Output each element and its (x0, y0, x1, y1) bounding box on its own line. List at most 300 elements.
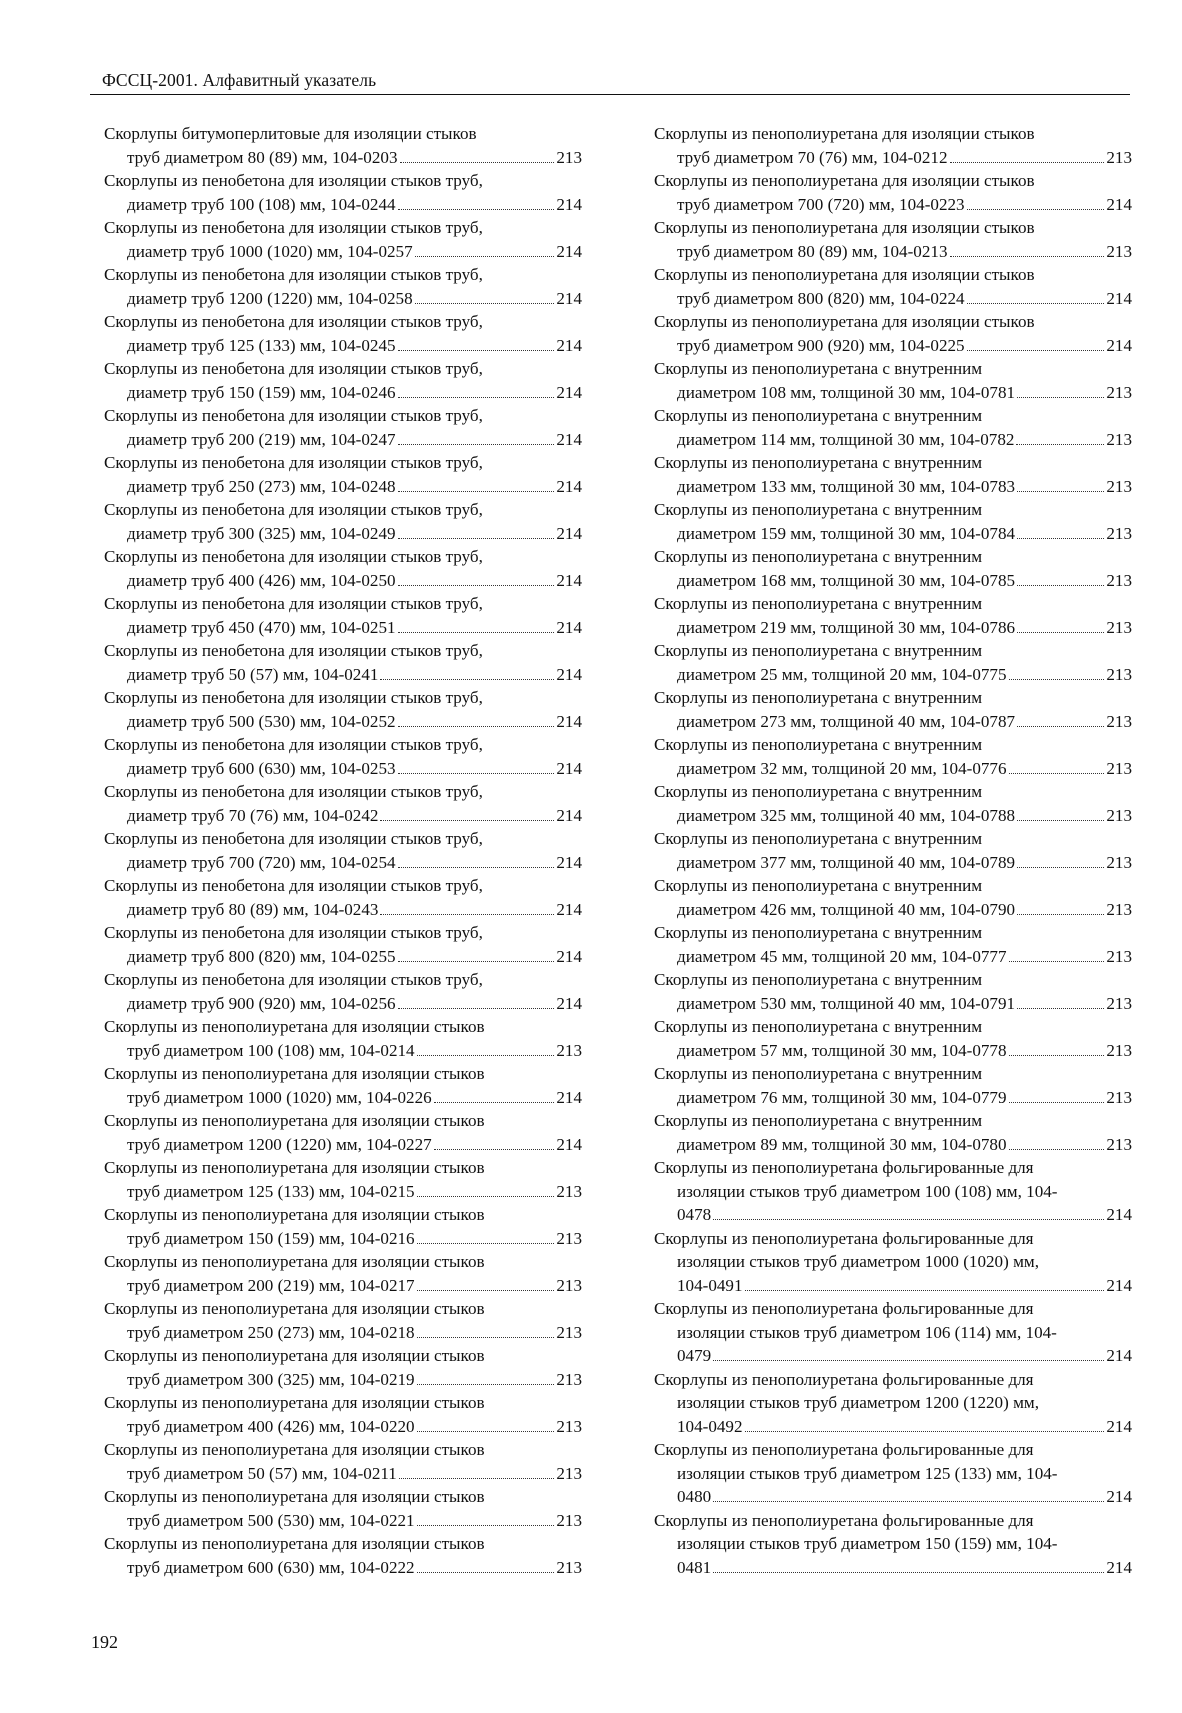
dot-leader (398, 491, 555, 492)
dot-leader (380, 679, 554, 680)
index-entry-page: 214 (1106, 1557, 1132, 1577)
index-entry-text: диаметром 114 мм, толщиной 30 мм, 104-0782 (677, 429, 1015, 449)
index-entry-continuation (654, 1250, 1132, 1274)
index-entry-text: диаметр труб 400 (426) мм, 104-0250 (127, 570, 396, 590)
index-entry-text: 104-0491 (677, 1275, 743, 1295)
index-entry-continuation (104, 1415, 582, 1439)
index-entry (654, 1438, 1132, 1509)
index-entry-text: диаметр труб 80 (89) мм, 104-0243 (127, 899, 379, 919)
index-entry-heading: Скорлупы из пенобетона для изоляции стыков труб, (104, 594, 483, 613)
index-entry-text: изоляции стыков труб диаметром 1200 (1220) мм, (677, 1393, 1039, 1412)
index-entry-text: диаметром 45 мм, толщиной 20 мм, 104-0777 (677, 946, 1007, 966)
dot-leader (950, 256, 1105, 257)
index-entry-continuation (654, 1462, 1132, 1486)
index-entry-heading: Скорлупы из пенополиуретана с внутренним (654, 829, 983, 848)
index-entry (104, 216, 582, 263)
index-entry-page: 213 (1106, 899, 1132, 919)
index-entry-text: диаметр труб 200 (219) мм, 104-0247 (127, 429, 396, 449)
index-entry-heading: Скорлупы битумоперлитовые для изоляции стыков (104, 124, 477, 143)
index-entry-text: изоляции стыков труб диаметром 150 (159) мм, 104- (677, 1534, 1058, 1553)
dot-leader (1016, 444, 1104, 445)
index-entry-continuation (104, 804, 582, 828)
index-entry-continuation (654, 569, 1132, 593)
index-entry-text: труб диаметром 200 (219) мм, 104-0217 (127, 1275, 415, 1295)
index-entry-heading: Скорлупы из пенобетона для изоляции стыков труб, (104, 312, 483, 331)
index-entry-continuation (654, 1039, 1132, 1063)
index-entry-heading: Скорлупы из пенополиуретана с внутренним (654, 406, 983, 425)
index-entry (104, 1297, 582, 1344)
index-entry-page: 213 (556, 1228, 582, 1248)
index-entry-continuation (654, 804, 1132, 828)
index-entry (104, 733, 582, 780)
index-entry-continuation (104, 945, 582, 969)
index-entry-heading: Скорлупы из пенополиуретана для изоляции стыков (104, 1299, 485, 1318)
dot-leader (398, 726, 555, 727)
index-entry-continuation (104, 381, 582, 405)
index-entry-continuation (654, 757, 1132, 781)
dot-leader (417, 1243, 555, 1244)
dot-leader (380, 820, 554, 821)
index-entry-page: 214 (1106, 194, 1132, 214)
index-entry-page: 213 (1106, 993, 1132, 1013)
index-entry-page: 213 (556, 1369, 582, 1389)
index-entry-heading: Скорлупы из пенобетона для изоляции стыков труб, (104, 500, 483, 519)
index-entry-continuation (654, 1344, 1132, 1368)
index-entry (654, 263, 1132, 310)
index-entry-text: труб диаметром 500 (530) мм, 104-0221 (127, 1510, 415, 1530)
index-entry-text: изоляции стыков труб диаметром 1000 (1020) мм, (677, 1252, 1039, 1271)
dot-leader (398, 961, 555, 962)
index-entry-text: диаметр труб 900 (920) мм, 104-0256 (127, 993, 396, 1013)
index-entry (654, 1227, 1132, 1298)
index-entry (104, 1344, 582, 1391)
index-entry-continuation (104, 522, 582, 546)
index-entry (654, 1156, 1132, 1227)
index-entry-heading: Скорлупы из пенополиуретана фольгированные для (654, 1510, 1034, 1530)
index-entry-text: труб диаметром 80 (89) мм, 104-0213 (677, 241, 948, 261)
index-entry-heading: Скорлупы из пенополиуретана для изоляции стыков (654, 124, 1035, 143)
index-entry-continuation (104, 287, 582, 311)
index-entry-page: 213 (556, 1275, 582, 1295)
index-entry-continuation (654, 663, 1132, 687)
index-entry (104, 545, 582, 592)
index-entry-continuation (654, 851, 1132, 875)
index-entry-continuation (654, 334, 1132, 358)
index-entry-continuation (654, 1391, 1132, 1415)
index-entry-continuation (104, 851, 582, 875)
index-entry-text: диаметр труб 250 (273) мм, 104-0248 (127, 476, 396, 496)
index-entry-heading: Скорлупы из пенополиуретана с внутренним (654, 735, 983, 754)
index-entry-continuation (104, 992, 582, 1016)
dot-leader (417, 1055, 555, 1056)
dot-leader (417, 1572, 555, 1573)
index-entry-page: 213 (1106, 382, 1132, 402)
dot-leader (1017, 632, 1104, 633)
index-entry-heading: Скорлупы из пенополиуретана с внутренним (654, 359, 983, 378)
dot-leader (1017, 726, 1104, 727)
index-entry-continuation (654, 710, 1132, 734)
dot-leader (417, 1431, 555, 1432)
dot-leader (713, 1360, 1104, 1361)
index-entry (104, 1438, 582, 1485)
dot-leader (1017, 1008, 1104, 1009)
index-entry-page: 214 (556, 429, 582, 449)
index-entry-continuation (104, 1086, 582, 1110)
index-entry-text: диаметром 273 мм, толщиной 40 мм, 104-0787 (677, 711, 1016, 731)
dot-leader (400, 162, 555, 163)
index-entry-text: диаметр труб 800 (820) мм, 104-0255 (127, 946, 396, 966)
index-entry-text: диаметром 89 мм, толщиной 30 мм, 104-0780 (677, 1134, 1007, 1154)
index-entry-page: 214 (556, 194, 582, 214)
index-entry-page: 213 (556, 1181, 582, 1201)
index-entry-heading: Скорлупы из пенополиуретана для изоляции стыков (654, 312, 1035, 331)
index-entry-continuation (104, 1462, 582, 1486)
index-entry (104, 1062, 582, 1109)
index-entry-text: труб диаметром 300 (325) мм, 104-0219 (127, 1369, 415, 1389)
index-entry-continuation (654, 287, 1132, 311)
index-entry-text: изоляции стыков труб диаметром 106 (114) мм, 104- (677, 1322, 1057, 1342)
index-entry-page: 213 (1106, 570, 1132, 590)
index-entry-heading: Скорлупы из пенобетона для изоляции стыков труб, (104, 829, 483, 848)
dot-leader (380, 914, 554, 915)
index-entry-page: 214 (556, 852, 582, 872)
index-entry-text: диаметром 133 мм, толщиной 30 мм, 104-0783 (677, 476, 1016, 496)
index-entry-continuation (654, 898, 1132, 922)
index-entry-continuation (104, 1509, 582, 1533)
dot-leader (415, 256, 555, 257)
index-entry-page: 214 (556, 382, 582, 402)
index-entry-text: изоляции стыков труб диаметром 100 (108) мм, 104- (677, 1181, 1058, 1201)
index-entry-page: 214 (556, 335, 582, 355)
index-entry-heading: Скорлупы из пенополиуретана для изоляции стыков (104, 1440, 485, 1459)
dot-leader (1017, 538, 1104, 539)
index-entry (654, 968, 1132, 1015)
index-entry-continuation (654, 381, 1132, 405)
index-entry-page: 213 (556, 147, 582, 167)
index-entry-text: труб диаметром 700 (720) мм, 104-0223 (677, 194, 965, 214)
index-entry-text: труб диаметром 80 (89) мм, 104-0203 (127, 147, 398, 167)
index-entry-continuation (104, 334, 582, 358)
dot-leader (1009, 1102, 1105, 1103)
index-entry-continuation (654, 1556, 1132, 1580)
index-entry (104, 1250, 582, 1297)
index-entry-heading: Скорлупы из пенобетона для изоляции стыков труб, (104, 218, 483, 237)
index-entry (654, 310, 1132, 357)
index-entry-continuation (104, 569, 582, 593)
dot-leader (1009, 1055, 1105, 1056)
index-entry-text: 0479 (677, 1346, 712, 1365)
index-entry-text: диаметр труб 300 (325) мм, 104-0249 (127, 523, 396, 543)
index-entry-page: 213 (556, 1463, 582, 1483)
index-entry-text: труб диаметром 800 (820) мм, 104-0224 (677, 288, 965, 308)
index-entry-page: 214 (1106, 288, 1132, 308)
index-entry (104, 921, 582, 968)
index-entry-continuation (654, 428, 1132, 452)
index-entry-heading: Скорлупы из пенобетона для изоляции стыков труб, (104, 735, 483, 754)
index-entry-text: диаметром 426 мм, толщиной 40 мм, 104-0790 (677, 899, 1016, 919)
index-entry-continuation (654, 146, 1132, 170)
index-entry-text: труб диаметром 100 (108) мм, 104-0214 (127, 1040, 415, 1060)
index-entry-heading: Скорлупы из пенополиуретана для изоляции стыков (104, 1346, 485, 1365)
index-entry-continuation (104, 663, 582, 687)
index-entry-heading: Скорлупы из пенобетона для изоляции стыков труб, (104, 876, 483, 895)
index-entry-continuation (104, 1039, 582, 1063)
index-entry-page: 214 (556, 711, 582, 731)
index-entry (654, 686, 1132, 733)
index-entry-continuation (654, 992, 1132, 1016)
index-entry-text: диаметром 57 мм, толщиной 30 мм, 104-0778 (677, 1040, 1007, 1060)
dot-leader (950, 162, 1105, 163)
index-entry-page: 214 (556, 1087, 582, 1107)
index-entry-page: 214 (1106, 1275, 1132, 1295)
index-entry-heading: Скорлупы из пенобетона для изоляции стыков труб, (104, 359, 483, 378)
index-entry (654, 357, 1132, 404)
index-entry-page: 213 (1106, 1087, 1132, 1107)
index-entry-heading: Скорлупы из пенополиуретана с внутренним (654, 547, 983, 566)
index-entry-heading: Скорлупы из пенополиуретана для изоляции стыков (104, 1393, 485, 1412)
index-entry-page: 214 (1106, 1346, 1132, 1365)
index-entry-heading: Скорлупы из пенополиуретана для изоляции стыков (654, 265, 1035, 284)
index-entry-continuation (104, 1274, 582, 1298)
index-entry-heading: Скорлупы из пенополиуретана для изоляции стыков (654, 218, 1035, 237)
index-entry-text: диаметром 325 мм, толщиной 40 мм, 104-0788 (677, 805, 1016, 825)
index-entry-heading: Скорлупы из пенополиуретана для изоляции стыков (104, 1487, 485, 1506)
index-entry-heading: Скорлупы из пенополиуретана для изоляции стыков (104, 1205, 485, 1224)
index-entry-text: диаметр труб 500 (530) мм, 104-0252 (127, 711, 396, 731)
dot-leader (398, 585, 555, 586)
index-entry-page: 213 (1106, 946, 1132, 966)
index-entry-heading: Скорлупы из пенополиуретана для изоляции стыков (104, 1252, 485, 1271)
index-entry (104, 592, 582, 639)
index-entry-heading: Скорлупы из пенополиуретана с внутренним (654, 923, 983, 942)
index-entry-heading: Скорлупы из пенополиуретана для изоляции стыков (104, 1064, 485, 1083)
dot-leader (398, 773, 555, 774)
index-entry-text: труб диаметром 250 (273) мм, 104-0218 (127, 1322, 415, 1342)
index-entry-page: 213 (1106, 805, 1132, 825)
index-entry-page: 213 (556, 1416, 582, 1436)
index-entry-heading: Скорлупы из пенополиуретана с внутренним (654, 594, 983, 613)
index-entry-text: диаметром 219 мм, толщиной 30 мм, 104-0786 (677, 617, 1016, 637)
index-entry-heading: Скорлупы из пенобетона для изоляции стыков труб, (104, 688, 483, 707)
index-entry (104, 1109, 582, 1156)
dot-leader (398, 397, 555, 398)
page-number: 192 (91, 1632, 118, 1652)
index-entry-continuation (654, 1532, 1132, 1556)
index-entry-continuation (104, 1556, 582, 1580)
index-entry-text: диаметром 159 мм, толщиной 30 мм, 104-0784 (677, 523, 1016, 543)
index-entry-continuation (104, 1227, 582, 1251)
index-entry-text: труб диаметром 900 (920) мм, 104-0225 (677, 335, 965, 355)
index-entry-page: 214 (1106, 1205, 1132, 1224)
index-entry-page: 213 (556, 1510, 582, 1530)
index-entry (654, 1368, 1132, 1439)
index-entry-text: диаметр труб 700 (720) мм, 104-0254 (127, 852, 396, 872)
dot-leader (1017, 397, 1104, 398)
dot-leader (415, 303, 555, 304)
index-entry (654, 498, 1132, 545)
dot-leader (1009, 1149, 1105, 1150)
index-entry-page: 214 (556, 946, 582, 966)
index-entry (104, 874, 582, 921)
index-entry-heading: Скорлупы из пенобетона для изоляции стыков труб, (104, 547, 483, 566)
index-entry-page: 214 (556, 993, 582, 1013)
dot-leader (1017, 867, 1104, 868)
index-entry (654, 1062, 1132, 1109)
index-entry (104, 1485, 582, 1532)
index-entry-text: труб диаметром 150 (159) мм, 104-0216 (127, 1228, 415, 1248)
index-entry-page: 214 (556, 523, 582, 543)
index-entry-heading: Скорлупы из пенобетона для изоляции стыков труб, (104, 782, 483, 801)
index-entry-text: 0481 (677, 1557, 712, 1577)
index-entry-text: труб диаметром 1200 (1220) мм, 104-0227 (127, 1134, 432, 1154)
index-column-left (104, 122, 582, 1579)
index-entry-text: диаметром 76 мм, толщиной 30 мм, 104-0779 (677, 1087, 1007, 1107)
index-entry (654, 545, 1132, 592)
index-entry-heading: Скорлупы из пенополиуретана для изоляции стыков (654, 171, 1035, 190)
index-entry (104, 451, 582, 498)
dot-leader (398, 867, 555, 868)
index-entry-heading: Скорлупы из пенополиуретана фольгированные для (654, 1228, 1034, 1248)
index-entry-page: 214 (556, 1134, 582, 1154)
index-entry (104, 498, 582, 545)
index-entry-continuation (654, 1133, 1132, 1157)
index-entry-page: 213 (1106, 617, 1132, 637)
dot-leader (398, 1008, 555, 1009)
index-entry-text: диаметр труб 125 (133) мм, 104-0245 (127, 335, 396, 355)
index-entry (104, 404, 582, 451)
index-entry (654, 404, 1132, 451)
index-entry-heading: Скорлупы из пенополиуретана для изоляции стыков (104, 1158, 485, 1177)
index-entry (654, 592, 1132, 639)
dot-leader (398, 632, 555, 633)
index-entry-continuation (104, 428, 582, 452)
index-entry (654, 1509, 1132, 1580)
index-entry (104, 310, 582, 357)
index-entry-text: диаметр труб 70 (76) мм, 104-0242 (127, 805, 379, 825)
index-entry (654, 780, 1132, 827)
index-entry-text: труб диаметром 50 (57) мм, 104-0211 (127, 1463, 397, 1483)
index-entry-heading: Скорлупы из пенополиуретана с внутренним (654, 1017, 983, 1036)
dot-leader (417, 1196, 555, 1197)
index-entry-text: труб диаметром 400 (426) мм, 104-0220 (127, 1416, 415, 1436)
index-entry-text: 0478 (677, 1205, 712, 1224)
index-entry-page: 214 (556, 899, 582, 919)
dot-leader (1009, 961, 1105, 962)
index-entry (104, 357, 582, 404)
index-entry-text: труб диаметром 1000 (1020) мм, 104-0226 (127, 1087, 432, 1107)
index-entry-text: диаметр труб 450 (470) мм, 104-0251 (127, 617, 396, 637)
index-entry-continuation (654, 1415, 1132, 1439)
index-entry-page: 213 (1106, 711, 1132, 731)
index-entry-heading: Скорлупы из пенополиуретана с внутренним (654, 641, 983, 660)
index-entry-heading: Скорлупы из пенополиуретана с внутренним (654, 970, 983, 989)
index-entry-continuation (104, 1133, 582, 1157)
index-entry-heading: Скорлупы из пенополиуретана фольгированные для (654, 1440, 1034, 1459)
index-entry-text: диаметр труб 50 (57) мм, 104-0241 (127, 664, 379, 684)
index-entry (104, 263, 582, 310)
dot-leader (398, 350, 555, 351)
index-entry-page: 213 (1106, 241, 1132, 261)
index-entry-continuation (654, 1321, 1132, 1345)
index-entry-continuation (104, 616, 582, 640)
index-entry-heading: Скорлупы из пенополиуретана для изоляции стыков (104, 1534, 485, 1553)
index-entry-continuation (104, 1180, 582, 1204)
index-entry-continuation (654, 1086, 1132, 1110)
index-entry-heading: Скорлупы из пенобетона для изоляции стыков труб, (104, 641, 483, 660)
dot-leader (1009, 679, 1105, 680)
index-entry-page: 213 (1106, 429, 1132, 449)
dot-leader (1017, 820, 1104, 821)
index-entry-page: 213 (1106, 523, 1132, 543)
index-entry-heading: Скорлупы из пенополиуретана с внутренним (654, 876, 983, 895)
index-entry-text: диаметр труб 150 (159) мм, 104-0246 (127, 382, 396, 402)
index-entry (104, 1532, 582, 1579)
index-entry-continuation (104, 240, 582, 264)
page-header (90, 68, 1130, 95)
index-entry (654, 1015, 1132, 1062)
index-entry-continuation (104, 710, 582, 734)
index-entry-text: диаметр труб 1200 (1220) мм, 104-0258 (127, 288, 413, 308)
index-entry-page: 213 (1106, 1134, 1132, 1154)
index-entry-page: 214 (556, 476, 582, 496)
index-entry-heading: Скорлупы из пенобетона для изоляции стыков труб, (104, 970, 483, 989)
index-entry-text: 104-0492 (677, 1416, 743, 1436)
index-entry-page: 213 (1106, 476, 1132, 496)
index-entry-text: труб диаметром 600 (630) мм, 104-0222 (127, 1557, 415, 1577)
dot-leader (745, 1290, 1105, 1291)
index-entry (654, 827, 1132, 874)
dot-leader (967, 209, 1105, 210)
index-entry (104, 968, 582, 1015)
dot-leader (399, 1478, 555, 1479)
index-entry-page: 213 (556, 1557, 582, 1577)
index-entry-page: 214 (1106, 335, 1132, 355)
dot-leader (967, 303, 1105, 304)
index-entry (654, 639, 1132, 686)
index-entry-text: труб диаметром 70 (76) мм, 104-0212 (677, 147, 948, 167)
index-entry-page: 213 (1106, 852, 1132, 872)
index-entry-text: диаметром 108 мм, толщиной 30 мм, 104-0781 (677, 382, 1016, 402)
index-entry-text: изоляции стыков труб диаметром 125 (133) мм, 104- (677, 1463, 1058, 1483)
dot-leader (434, 1149, 555, 1150)
index-entry-heading: Скорлупы из пенобетона для изоляции стыков труб, (104, 923, 483, 942)
index-entry-heading: Скорлупы из пенобетона для изоляции стыков труб, (104, 171, 483, 190)
index-entry-continuation (654, 1485, 1132, 1509)
dot-leader (967, 350, 1105, 351)
index-entry (104, 780, 582, 827)
index-entry-continuation (654, 1180, 1132, 1204)
index-entry-page: 214 (556, 617, 582, 637)
dot-leader (398, 538, 555, 539)
index-entry-continuation (654, 1274, 1132, 1298)
dot-leader (434, 1102, 555, 1103)
index-entry (654, 874, 1132, 921)
dot-leader (745, 1431, 1105, 1432)
index-entry-text: диаметром 377 мм, толщиной 40 мм, 104-0789 (677, 852, 1016, 872)
index-entry-text: диаметр труб 1000 (1020) мм, 104-0257 (127, 241, 413, 261)
index-entry-continuation (104, 898, 582, 922)
index-entry-text: диаметром 530 мм, толщиной 40 мм, 104-0791 (677, 993, 1016, 1013)
index-entry-continuation (104, 1321, 582, 1345)
index-entry-heading: Скорлупы из пенобетона для изоляции стыков труб, (104, 453, 483, 472)
index-entry-heading: Скорлупы из пенополиуретана с внутренним (654, 1064, 983, 1083)
dot-leader (1017, 585, 1104, 586)
index-entry-page: 213 (1106, 758, 1132, 778)
index-entry-heading: Скорлупы из пенополиуретана с внутренним (654, 500, 983, 519)
index-entry (104, 1203, 582, 1250)
index-entry (104, 827, 582, 874)
dot-leader (417, 1384, 555, 1385)
